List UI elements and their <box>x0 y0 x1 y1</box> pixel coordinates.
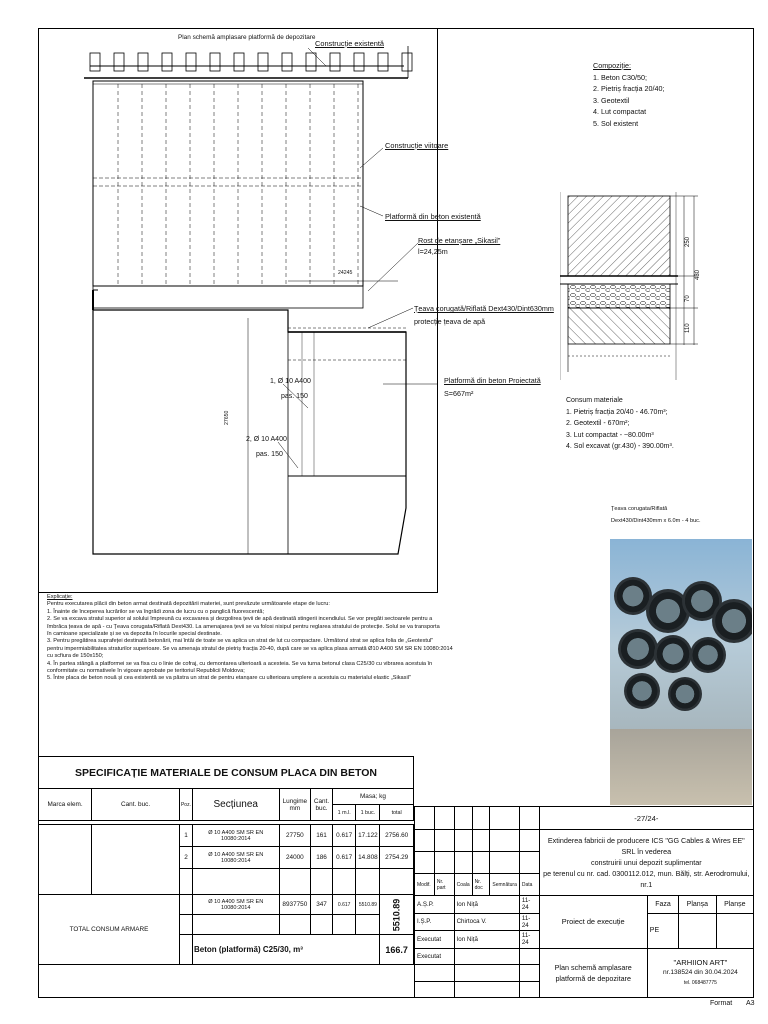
table-row <box>415 896 754 914</box>
spec-total-section: Ø 10 A400 SM SR EN 10080:2014 <box>192 895 279 915</box>
notes-line: pentru impermiabilitatea straturilor superioare. Se va amenaja stratul de pietriș fracția 20-40, după care se va aplica plasa armată Ø10 A400 SM SR EN 10080:2014 <box>47 645 453 652</box>
pipe-end <box>618 629 658 669</box>
tb-faza-value: PE <box>647 913 678 948</box>
tb-date: 11-24 <box>519 913 539 931</box>
tb-planse-label: Planșe <box>716 896 753 914</box>
spec-row-length: 27750 <box>279 825 311 847</box>
column-marker <box>282 53 292 71</box>
spec-row-buc1: 17.122 <box>356 825 380 847</box>
spec-total-length: 8937750 <box>279 895 311 915</box>
consumption-item: 3. Lut compactat - ~80.00m³ <box>566 431 654 439</box>
tb-date <box>519 948 539 964</box>
section-dim-110: 110 <box>685 323 691 333</box>
spec-row-count: 186 <box>311 847 333 869</box>
tb-role: A.Ș.P. <box>415 896 455 914</box>
spec-table <box>38 756 414 965</box>
company-name: "ARHIION ART" <box>673 957 728 967</box>
section-svg <box>560 180 700 380</box>
column-marker <box>162 53 172 71</box>
spec-header-m1: 1 m.l. <box>332 805 356 821</box>
spec-row-section: Ø 10 A400 SM SR EN 10080:2014 <box>192 825 279 847</box>
spec-total-mass-value: 5510.89 <box>391 898 402 931</box>
pipes-photo <box>610 539 752 805</box>
project-description <box>539 830 753 896</box>
spec-total-label: TOTAL CONSUM ARMARE <box>39 895 180 965</box>
composition-item: 4. Lut compactat <box>593 107 647 117</box>
spec-total-mass <box>380 895 414 935</box>
section-dim-430: 430 <box>695 269 701 280</box>
photo-caption-1: Țeava corugata/Riflată <box>611 506 668 512</box>
project-desc-3: pe terenul cu nr. cad. 0300112.012, mun. Bălți, str. Aerodromului, nr.1 <box>543 869 750 890</box>
notes-line: conformitate cu normativele în vigoare aprobate pe teritoriul Republicii Moldova; <box>47 668 245 675</box>
column-marker <box>114 53 124 71</box>
drawing-title: Plan schemă amplasare platformă de depozitare <box>178 34 316 41</box>
spec-title: SPECIFICAȚIE MATERIALE DE CONSUM PLACA DIN BETON <box>39 757 414 789</box>
spec-header-masa: Masa; kg <box>332 789 413 805</box>
column-marker <box>354 53 364 71</box>
composition-item: 3. Geotextil <box>593 95 630 105</box>
dim-width: 24245 <box>338 270 353 276</box>
column-marker <box>90 53 100 71</box>
spec-row-section: Ø 10 A400 SM SR EN 10080:2014 <box>192 847 279 869</box>
consumption-item: 1. Pietriș fracția 20/40 - 46.70m³; <box>566 408 668 416</box>
spec-row-poz: 1 <box>179 825 192 847</box>
notes-line: 3. Pentru pregătirea suprafeței destinată betonării, mai întâi de toate se va aplica un strat de lut cu compactare. Următorul strat se aplica folia de „Geotextul” <box>47 638 434 645</box>
column-marker <box>258 53 268 71</box>
tb-col-header: Semnătura <box>490 874 519 896</box>
spec-row-m1: 0.617 <box>332 847 356 869</box>
tb-col-header: Modif. <box>415 874 435 896</box>
label-sealing-joint: Rost de etanșare „Sikasil” <box>418 236 501 245</box>
spec-header-lungime: Lungime mm <box>279 789 311 821</box>
company-tel: tel. 068487775 <box>683 979 717 986</box>
spec-row-buc1: 14.808 <box>356 847 380 869</box>
notes-line: în camioane specializate și se va depozita în locurile special destinate. <box>47 631 222 638</box>
pipe-end <box>654 635 692 673</box>
composition-legend <box>593 60 665 130</box>
company-license: nr.138524 din 30.04.2024 <box>662 968 738 976</box>
notes-line: îmbrăca țeava de apă - cu Țeava corugata/Riflată Dext430. La amenajarea țevii se va folosi nisipul pentru reglarea stratului de protecție. Solul se va transporta <box>47 623 440 630</box>
project-desc-2: construirii unui depozit suplimentar <box>590 858 702 868</box>
tb-date: 11-24 <box>519 896 539 914</box>
tb-name: Ion Niță <box>454 931 519 949</box>
plan-svg <box>38 28 438 593</box>
spec-header-cant: Cant. buc. <box>311 789 333 821</box>
column-marker <box>306 53 316 71</box>
pipe-end <box>690 637 726 673</box>
plan-drawing <box>38 28 438 593</box>
section-dim-250: 250 <box>685 236 691 247</box>
composition-item: 2. Pietriș fracția 20/40; <box>593 84 665 94</box>
company-block <box>647 948 753 997</box>
column-marker <box>210 53 220 71</box>
consumption-item: 4. Sol excavat (gr.430) - 390.00m³. <box>566 443 674 451</box>
label-future-construction: Construcție viitoare <box>385 141 449 150</box>
table-row <box>415 948 754 964</box>
spec-total-m1: 0.617 <box>332 895 356 915</box>
spec-total-count: 347 <box>311 895 333 915</box>
column-marker <box>138 53 148 71</box>
notes-line: 5. Între placa de beton nouă și cea existentă se va păstra un strat de pentru etanșare cu ulterioara umplere a acestuia cu materialul elastic „Sikasil” <box>47 675 411 682</box>
spec-row-poz: 2 <box>179 847 192 869</box>
notes-line: Pentru executarea plăcii din beton armat destinată depozitării materiei, sunt prevăzute următoarele etape de lucru: <box>47 601 330 608</box>
photo-caption-2: Dext430/Dint430mm x 6.0m - 4 buc. <box>611 518 701 524</box>
tb-faza-label: Faza <box>647 896 678 914</box>
label-rebar-1: 1, Ø 10 A400 <box>270 378 311 385</box>
dim-length: 27650 <box>224 410 230 425</box>
section-detail <box>560 180 700 380</box>
pipe-end <box>668 677 702 711</box>
pipe-end <box>712 599 752 643</box>
column-marker <box>234 53 244 71</box>
tb-name: Ion Niță <box>454 896 519 914</box>
sheet-title <box>539 948 647 997</box>
tb-name <box>454 948 519 964</box>
column-marker <box>402 53 412 71</box>
spec-header-buc1: 1 buc. <box>356 805 380 821</box>
tb-role: Executat <box>415 948 455 964</box>
spec-header-poz: Poz. <box>179 789 192 821</box>
column-marker <box>186 53 196 71</box>
label-pipe-protection: protecție țeava de apă <box>414 317 486 326</box>
spec-total-buc1: 5510.89 <box>356 895 380 915</box>
spec-row-count: 161 <box>311 825 333 847</box>
section-dim-70: 70 <box>685 295 691 302</box>
composition-title: Compoziție: <box>593 61 631 70</box>
consumption-legend <box>566 395 674 453</box>
spec-header-sectiunea: Secțiunea <box>192 789 279 821</box>
consumption-title: Consum materiale <box>566 397 623 404</box>
column-marker <box>378 53 388 71</box>
stage-label: Proiect de execuție <box>539 896 647 949</box>
tb-col-header: Nr. doc <box>472 874 490 896</box>
notes-line: 2. Se va excava stratul superior al solului împreună cu excavarea și dezgolirea țevii de apă destinată stingerii incendiului. Se vor pregăti sectoarele pentru a <box>47 616 433 623</box>
composition-item: 5. Sol existent <box>593 118 639 128</box>
label-rebar-2-step: pas. 150 <box>256 451 283 458</box>
spec-row-length: 24000 <box>279 847 311 869</box>
spec-beton-value: 166.7 <box>380 935 414 965</box>
notes-line: cu scfiura de 150x150; <box>47 653 104 660</box>
label-existing-construction: Construcție existentă <box>315 39 385 48</box>
sheet-title-1: Plan schemă amplasare <box>554 962 632 972</box>
table-row <box>39 895 414 915</box>
label-rebar-2: 2, Ø 10 A400 <box>246 436 287 443</box>
spec-row-total: 2754.29 <box>380 847 414 869</box>
label-pipe: Țeava corugată/Riflată Dext430/Dint630mm <box>414 304 554 313</box>
label-projected-area: S=667m² <box>444 389 474 398</box>
tb-date: 11-24 <box>519 931 539 949</box>
tb-name: Chirtoca V. <box>454 913 519 931</box>
title-block <box>414 806 754 998</box>
spec-header-total: total <box>380 805 414 821</box>
notes-line: 4. În partea stângă a platformei se va fixa cu o linie de cofraj, cu demontarea ulterioară a acesteia. Se va turna betonul clasa C25/30 cu vibrarea acestuia în <box>47 660 433 667</box>
table-row <box>39 825 414 847</box>
tb-role: Executat <box>415 931 455 949</box>
project-code: -27/24- <box>539 807 753 830</box>
sheet-title-2: platformă de depozitare <box>555 973 631 983</box>
composition-item: 1. Beton C30/50; <box>593 72 647 82</box>
tb-plansa-label: Planșa <box>679 896 716 914</box>
consumption-item: 2. Geotextil - 670m²; <box>566 420 630 428</box>
ground <box>610 729 752 805</box>
spec-row-m1: 0.617 <box>332 825 356 847</box>
pipe-end <box>624 673 660 709</box>
format-label: Format <box>710 1000 733 1007</box>
spec-beton-label: Beton (platformă) C25/30, m³ <box>192 935 379 965</box>
notes-line: 1. Înainte de începerea lucrărilor se va îngrădi zona de lucru cu o panglică fluorescentă; <box>47 608 265 615</box>
label-existing-platform: Platformă din beton existentă <box>385 212 481 221</box>
label-sealing-length: l=24,25m <box>418 247 448 256</box>
explanatory-notes <box>47 594 453 683</box>
spec-header-marca: Marca elem. <box>39 789 92 821</box>
notes-title: Explicație: <box>47 594 73 600</box>
column-marker <box>330 53 340 71</box>
tb-role: I.Ș.P. <box>415 913 455 931</box>
label-projected-platform: Platformă din beton Proiectată <box>444 376 541 385</box>
label-rebar-1-step: pas. 150 <box>281 393 308 400</box>
spec-header-cant-buc: Cant. buc. <box>92 789 180 821</box>
tb-col-header: Data <box>519 874 539 896</box>
format-value: A3 <box>746 1000 755 1007</box>
spec-row-total: 2756.60 <box>380 825 414 847</box>
tb-col-header: Nr. part <box>434 874 454 896</box>
tb-col-header: Coala <box>454 874 472 896</box>
project-desc-1: Extinderea fabricii de producere ICS "GG Cables & Wires EE" SRL în vederea <box>547 836 745 857</box>
